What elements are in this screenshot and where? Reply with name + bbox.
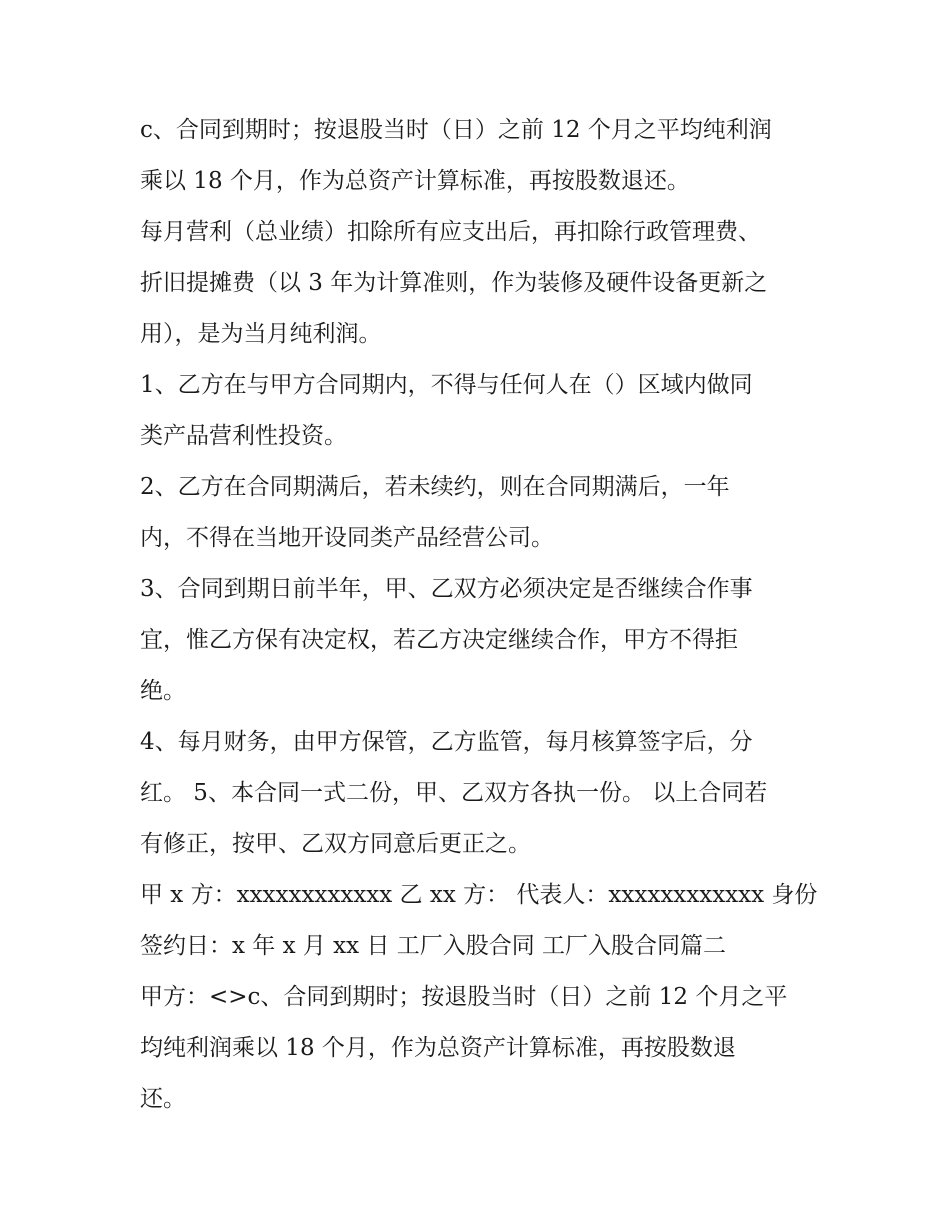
text-line: 用），是为当月纯利润。 [140,321,382,347]
text-line: 2、乙方在合同期满后，若未续约，则在合同期满后，一年 [140,474,730,500]
text-line: 红。 5、本合同一式二份，甲、乙双方各执一份。 以上合同若 [140,780,768,806]
text-line: 甲方：<>c、合同到期时；按退股当时（日）之前 12 个月之平 [140,984,788,1010]
text-line: 1、乙方在与甲方合同期内，不得与任何人在（）区域内做同 [140,372,753,398]
text-line: 签约日：x 年 x 月 xx 日 工厂入股合同 工厂入股合同篇二 [140,933,727,959]
text-line: 每月营利（总业绩）扣除所有应支出后，再扣除行政管理费、 [140,219,761,245]
text-line: 均纯利润乘以 18 个月，作为总资产计算标准，再按股数退 [140,1035,736,1061]
text-line: 绝。 [140,678,186,704]
text-line: 类产品营利性投资。 [140,423,347,449]
text-line: 折旧提摊费（以 3 年为计算准则，作为装修及硬件设备更新之 [140,270,768,296]
document-body [140,105,830,1125]
text-line: 甲 x 方：xxxxxxxxxxxx 乙 xx 方： 代表人：xxxxxxxxxxxx 身份 [140,882,818,908]
text-line: 3、合同到期日前半年，甲、乙双方必须决定是否继续合作事 [140,576,753,602]
text-line: c、合同到期时；按退股当时（日）之前 12 个月之平均纯利润 [140,117,772,143]
text-line: 有修正，按甲、乙双方同意后更正之。 [140,831,531,857]
text-line: 内，不得在当地开设同类产品经营公司。 [140,525,554,551]
text-line: 4、每月财务，由甲方保管，乙方监管，每月核算签字后，分 [140,729,753,755]
text-line: 宜，惟乙方保有决定权，若乙方决定继续合作，甲方不得拒 [140,627,738,653]
text-line: 还。 [140,1086,186,1112]
text-line: 乘以 18 个月，作为总资产计算标准，再按股数退还。 [140,168,690,194]
